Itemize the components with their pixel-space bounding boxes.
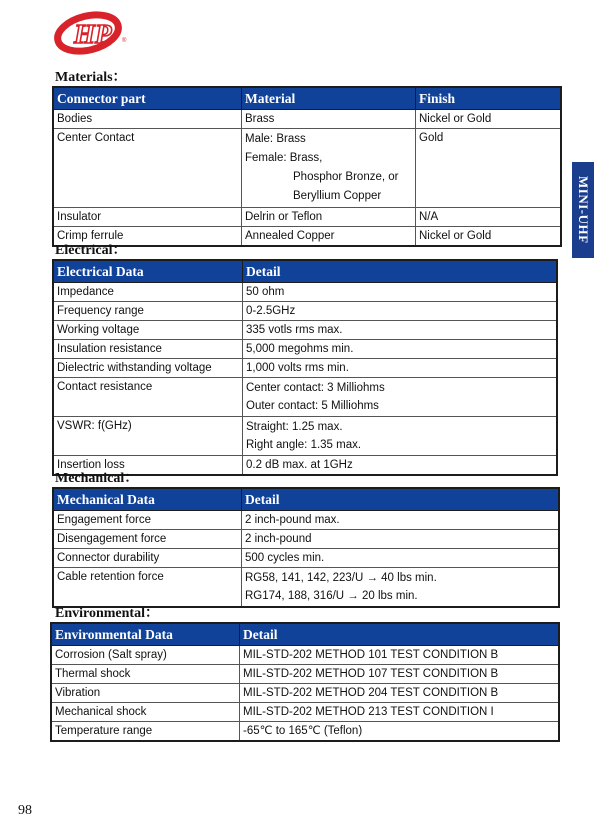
column-header: Material bbox=[242, 87, 416, 110]
detail-line: Outer contact: 5 Milliohms bbox=[246, 400, 379, 412]
table-row bbox=[53, 110, 561, 129]
table-row bbox=[53, 378, 557, 417]
cell-detail: MIL-STD-202 METHOD 213 TEST CONDITION I bbox=[240, 703, 560, 722]
column-header: Finish bbox=[416, 87, 562, 110]
cell-finish: Nickel or Gold bbox=[416, 227, 562, 247]
environmental-title: Environmental： bbox=[55, 606, 159, 621]
column-header: Electrical Data bbox=[53, 260, 243, 283]
cell-label: Cable retention force bbox=[53, 568, 242, 608]
cell-detail: 2 inch-pound max. bbox=[242, 511, 560, 530]
cell-label: Temperature range bbox=[51, 722, 240, 742]
material-line: Phosphor Bronze, or bbox=[293, 171, 399, 183]
cell-label: Engagement force bbox=[53, 511, 242, 530]
column-header: Connector part bbox=[53, 87, 242, 110]
cell-label: Impedance bbox=[53, 283, 243, 302]
svg-text:®: ® bbox=[122, 38, 127, 44]
cell-detail: 0-2.5GHz bbox=[243, 302, 558, 321]
table-row bbox=[51, 722, 559, 742]
table-row bbox=[53, 359, 557, 378]
table-row bbox=[53, 530, 559, 549]
cell-label: Insulation resistance bbox=[53, 340, 243, 359]
cell-detail: 500 cycles min. bbox=[242, 549, 560, 568]
table-row bbox=[53, 417, 557, 456]
cell-part: Crimp ferrule bbox=[53, 227, 242, 247]
cell-label: VSWR: f(GHz) bbox=[53, 417, 243, 456]
cell-part: Bodies bbox=[53, 110, 242, 129]
mechanical-table bbox=[52, 487, 560, 608]
cell-label: Working voltage bbox=[53, 321, 243, 340]
table-row bbox=[53, 321, 557, 340]
environmental-table bbox=[50, 622, 560, 742]
cell-material bbox=[242, 129, 416, 208]
table-row bbox=[51, 703, 559, 722]
table-header-row bbox=[53, 488, 559, 511]
detail-line: Right angle: 1.35 max. bbox=[246, 439, 362, 451]
table-row bbox=[53, 549, 559, 568]
table-row bbox=[53, 227, 561, 247]
cell-label: Thermal shock bbox=[51, 665, 240, 684]
cell-label: Mechanical shock bbox=[51, 703, 240, 722]
cell-detail: MIL-STD-202 METHOD 101 TEST CONDITION B bbox=[240, 646, 560, 665]
material-line: Female: Brass, bbox=[245, 152, 323, 164]
column-header: Detail bbox=[242, 488, 560, 511]
table-header-row bbox=[51, 623, 559, 646]
material-line: Male: Brass bbox=[245, 133, 306, 145]
materials-table bbox=[52, 86, 562, 247]
cell-label: Vibration bbox=[51, 684, 240, 703]
column-header: Environmental Data bbox=[51, 623, 240, 646]
cell-detail: MIL-STD-202 METHOD 107 TEST CONDITION B bbox=[240, 665, 560, 684]
cell-detail: 335 votls rms max. bbox=[243, 321, 558, 340]
column-header: Detail bbox=[243, 260, 558, 283]
cell-detail: 0.2 dB max. at 1GHz bbox=[243, 456, 558, 476]
hp-logo bbox=[52, 8, 132, 58]
cell-finish: Nickel or Gold bbox=[416, 110, 562, 129]
detail-line: RG58, 141, 142, 223/U → 40 lbs min. bbox=[245, 572, 437, 584]
cell-material: Delrin or Teflon bbox=[242, 208, 416, 227]
cell-finish: N/A bbox=[416, 208, 562, 227]
cell-label: Insertion loss bbox=[53, 456, 243, 476]
cell-part: Center Contact bbox=[53, 129, 242, 208]
cell-detail: 50 ohm bbox=[243, 283, 558, 302]
cell-detail bbox=[243, 378, 558, 417]
cell-detail: -65℃ to 165℃ (Teflon) bbox=[240, 722, 560, 742]
cell-detail: MIL-STD-202 METHOD 204 TEST CONDITION B bbox=[240, 684, 560, 703]
cell-label: Connector durability bbox=[53, 549, 242, 568]
cell-detail: 2 inch-pound bbox=[242, 530, 560, 549]
detail-line: Straight: 1.25 max. bbox=[246, 421, 343, 433]
cell-detail: 5,000 megohms min. bbox=[243, 340, 558, 359]
column-header: Detail bbox=[240, 623, 560, 646]
mechanical-title: Mechanical： bbox=[55, 471, 139, 486]
table-row bbox=[53, 283, 557, 302]
page-number: 98 bbox=[18, 803, 32, 818]
table-row bbox=[51, 684, 559, 703]
table-row bbox=[51, 646, 559, 665]
table-row bbox=[53, 129, 561, 208]
cell-detail bbox=[243, 417, 558, 456]
table-row bbox=[53, 208, 561, 227]
materials-title: Materials： bbox=[55, 70, 127, 85]
cell-finish: Gold bbox=[416, 129, 562, 208]
table-header-row bbox=[53, 260, 557, 283]
cell-label: Dielectric withstanding voltage bbox=[53, 359, 243, 378]
logo-text: HP bbox=[74, 19, 112, 49]
cell-material: Annealed Copper bbox=[242, 227, 416, 247]
cell-label: Corrosion (Salt spray) bbox=[51, 646, 240, 665]
electrical-title: Electrical： bbox=[55, 243, 127, 258]
cell-label: Frequency range bbox=[53, 302, 243, 321]
material-line: Beryllium Copper bbox=[293, 190, 382, 202]
sidebar-tab-label: MINI-UHF bbox=[576, 176, 591, 244]
cell-label: Disengagement force bbox=[53, 530, 242, 549]
table-row bbox=[51, 665, 559, 684]
cell-detail: 1,000 volts rms min. bbox=[243, 359, 558, 378]
table-row bbox=[53, 340, 557, 359]
sidebar-tab bbox=[572, 162, 594, 258]
cell-part: Insulator bbox=[53, 208, 242, 227]
electrical-table bbox=[52, 259, 558, 476]
detail-line: RG174, 188, 316/U → 20 lbs min. bbox=[245, 590, 418, 602]
table-row bbox=[53, 511, 559, 530]
table-header-row bbox=[53, 87, 561, 110]
detail-line: Center contact: 3 Milliohms bbox=[246, 382, 385, 394]
table-row bbox=[53, 302, 557, 321]
cell-material: Brass bbox=[242, 110, 416, 129]
column-header: Mechanical Data bbox=[53, 488, 242, 511]
cell-label: Contact resistance bbox=[53, 378, 243, 417]
cell-detail bbox=[242, 568, 560, 608]
